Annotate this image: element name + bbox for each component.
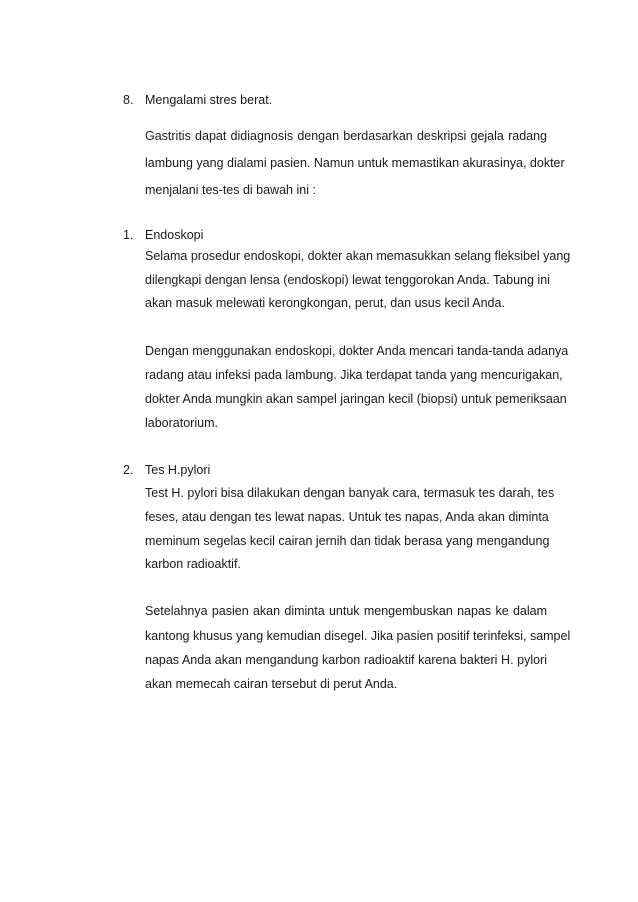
section-2-para1-line: Test H. pylori bisa dilakukan dengan banyak cara, termasuk tes darah, tes xyxy=(145,486,555,500)
section-1-heading xyxy=(123,227,203,243)
section-2-para2-line: Setelahnya pasien akan diminta untuk mengembuskan napas ke dalam xyxy=(145,604,547,618)
section-2-number: 2. xyxy=(123,463,134,477)
section-1-para2-line: Dengan menggunakan endoskopi, dokter Anda mencari tanda-tanda adanya xyxy=(145,344,569,358)
intro-line: Gastritis dapat didiagnosis dengan berdasarkan deskripsi gejala radang xyxy=(145,129,547,143)
intro-line: lambung yang dialami pasien. Namun untuk memastikan akurasinya, dokter xyxy=(145,156,565,170)
section-2-title: Tes H.pylori xyxy=(145,463,211,477)
section-1-para1-line: akan masuk melewati kerongkongan, perut, dan usus kecil Anda. xyxy=(145,296,505,310)
section-1-para1-line: Selama prosedur endoskopi, dokter akan memasukkan selang fleksibel yang xyxy=(145,249,571,263)
section-1-para1-line: dilengkapi dengan lensa (endoskopi) lewat tenggorokan Anda. Tabung ini xyxy=(145,273,550,287)
section-2-para2-line: kantong khusus yang kemudian disegel. Jika pasien positif terinfeksi, sampel xyxy=(145,629,571,643)
section-1-number: 1. xyxy=(123,228,134,242)
section-2-para2-line: akan memecah cairan tersebut di perut Anda. xyxy=(145,677,398,691)
item-8 xyxy=(123,92,272,108)
section-2-para1-line: feses, atau dengan tes lewat napas. Untuk tes napas, Anda akan diminta xyxy=(145,510,549,524)
section-1-para2-line: dokter Anda mungkin akan sampel jaringan kecil (biopsi) untuk pemeriksaan xyxy=(145,392,567,406)
section-2-heading xyxy=(123,462,210,478)
section-1-para2-line: laboratorium. xyxy=(145,416,218,430)
section-2-para1-line: meminum segelas kecil cairan jernih dan tidak berasa yang mengandung xyxy=(145,534,550,548)
section-1-para2-line: radang atau infeksi pada lambung. Jika terdapat tanda yang mencurigakan, xyxy=(145,368,563,382)
section-1-title: Endoskopi xyxy=(145,228,204,242)
intro-line: menjalani tes-tes di bawah ini : xyxy=(145,183,316,197)
section-2-para1-line: karbon radioaktif. xyxy=(145,557,241,571)
section-2-para2-line: napas Anda akan mengandung karbon radioaktif karena bakteri H. pylori xyxy=(145,653,547,667)
item-8-number: 8. xyxy=(123,93,134,107)
item-8-title: Mengalami stres berat. xyxy=(145,93,273,107)
